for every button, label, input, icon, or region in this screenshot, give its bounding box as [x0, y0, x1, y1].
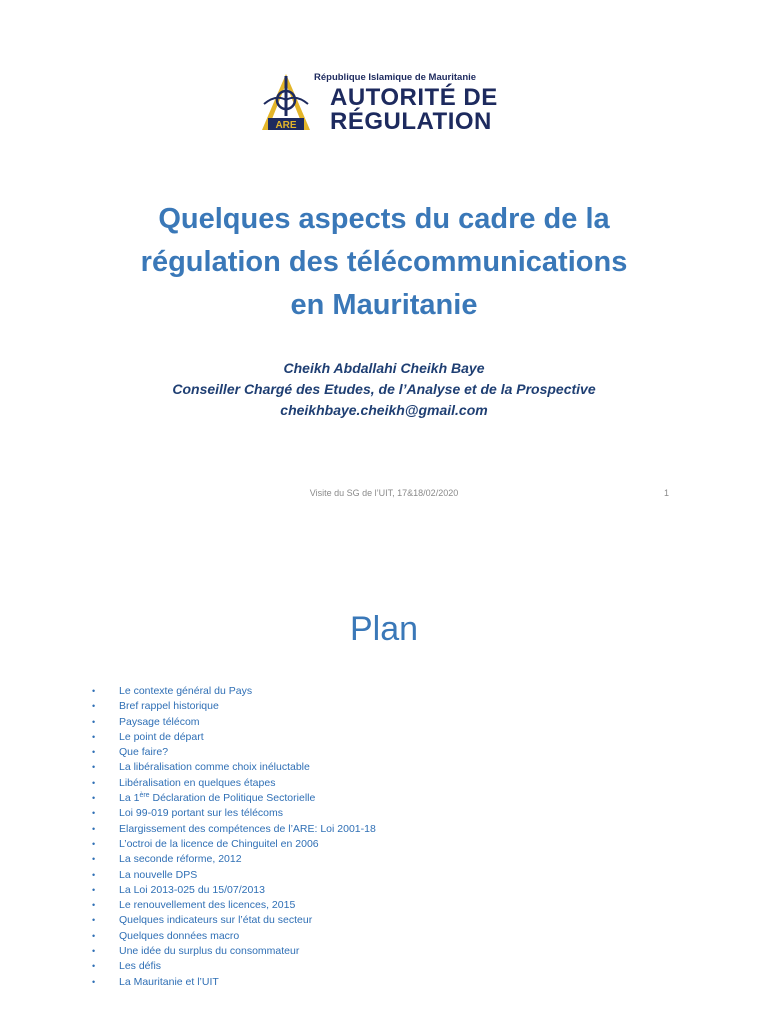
bullet-icon: •	[92, 747, 96, 758]
plan-item-text: Quelques données macro	[119, 929, 240, 942]
plan-list	[92, 684, 376, 990]
plan-item	[92, 852, 376, 867]
plan-item-text-sup: ère	[139, 792, 150, 800]
bullet-icon: •	[92, 838, 96, 849]
plan-item	[92, 791, 376, 806]
plan-item	[92, 975, 376, 990]
plan-item-text: Quelques indicateurs sur l’état du secteur	[119, 914, 313, 927]
bullet-icon: •	[92, 793, 96, 804]
bullet-icon: •	[92, 701, 96, 712]
plan-item-text: Libéralisation en quelques étapes	[119, 776, 276, 789]
emblem-text: ARE	[275, 120, 297, 131]
bullet-icon: •	[92, 686, 96, 696]
plan-item-text-before: La 1	[119, 792, 140, 805]
bullet-icon: •	[92, 716, 96, 727]
plan-item-text: Paysage télécom	[119, 715, 200, 728]
title-line-1: Quelques aspects du cadre de la	[158, 203, 610, 235]
plan-item	[92, 684, 376, 699]
bullet-icon: •	[92, 976, 96, 987]
author-email: cheikhbaye.cheikh@gmail.com	[280, 402, 488, 418]
bullet-icon: •	[92, 930, 96, 941]
plan-item	[92, 837, 376, 852]
plan-item-text-after: Déclaration de Politique Sectorielle	[149, 792, 316, 805]
bullet-icon: •	[92, 854, 96, 865]
title-line-2: régulation des télécommunications	[140, 246, 628, 278]
plan-title: Plan	[349, 610, 419, 648]
plan-item	[92, 806, 376, 821]
plan-item	[92, 868, 376, 883]
bullet-icon: •	[92, 731, 96, 742]
plan-item-text: Le point de départ	[119, 730, 204, 743]
plan-item	[92, 776, 376, 791]
plan-item	[92, 745, 376, 760]
plan-item-text: L’octroi de la licence de Chinguitel en 2006	[119, 837, 319, 850]
plan-item-text: Elargissement des compétences de l’ARE: Loi 2001-18	[119, 822, 376, 835]
author-role: Conseiller Chargé des Etudes, de l’Analyse et de la Prospective	[172, 381, 596, 397]
title-line-3: en Mauritanie	[290, 289, 478, 321]
logo-line1: AUTORITÉ DE	[330, 84, 498, 111]
bullet-icon: •	[92, 869, 96, 880]
plan-item	[92, 959, 376, 974]
plan-item-text: La Mauritanie et l’UIT	[119, 975, 219, 988]
bullet-icon: •	[92, 808, 96, 819]
slide-footer: Visite du SG de l’UIT, 17&18/02/2020	[309, 488, 459, 498]
plan-item	[92, 760, 376, 775]
plan-item-text: Le contexte général du Pays	[119, 685, 253, 697]
plan-item	[92, 929, 376, 944]
logo-republic-text: République Islamique de Mauritanie	[314, 72, 477, 83]
plan-slide	[0, 572, 768, 1024]
are-emblem-icon	[258, 70, 314, 136]
plan-item-text: La libéralisation comme choix inéluctable	[119, 761, 310, 774]
bullet-icon: •	[92, 961, 96, 972]
plan-item-text: La Loi 2013-025 du 15/07/2013	[119, 883, 265, 896]
plan-item	[92, 730, 376, 745]
plan-item-text: Que faire?	[119, 746, 169, 759]
plan-item-text: Bref rappel historique	[119, 700, 219, 713]
plan-item-text: La nouvelle DPS	[119, 868, 198, 881]
bullet-icon: •	[92, 762, 96, 773]
plan-item-text: Le renouvellement des licences, 2015	[119, 899, 296, 912]
author-block	[60, 358, 708, 421]
plan-item-text: Les défis	[119, 960, 162, 973]
author-name: Cheikh Abdallahi Cheikh Baye	[283, 360, 485, 376]
plan-item	[92, 944, 376, 959]
slide-title	[80, 198, 688, 327]
plan-item	[92, 898, 376, 913]
plan-item	[92, 913, 376, 928]
bullet-icon: •	[92, 915, 96, 926]
are-logo	[258, 70, 498, 136]
plan-item-text: La seconde réforme, 2012	[119, 853, 242, 866]
page-number: 1	[664, 488, 670, 498]
plan-item-text: Une idée du surplus du consommateur	[119, 945, 300, 958]
bullet-icon: •	[92, 823, 96, 834]
logo-line2: RÉGULATION	[330, 108, 492, 135]
bullet-icon: •	[92, 946, 96, 957]
plan-item-text: Loi 99-019 portant sur les télécoms	[119, 807, 284, 820]
bullet-icon: •	[92, 884, 96, 895]
bullet-icon: •	[92, 777, 96, 788]
plan-item	[92, 822, 376, 837]
plan-item	[92, 699, 376, 714]
plan-item	[92, 883, 376, 898]
plan-item	[92, 715, 376, 730]
bullet-icon: •	[92, 900, 96, 911]
